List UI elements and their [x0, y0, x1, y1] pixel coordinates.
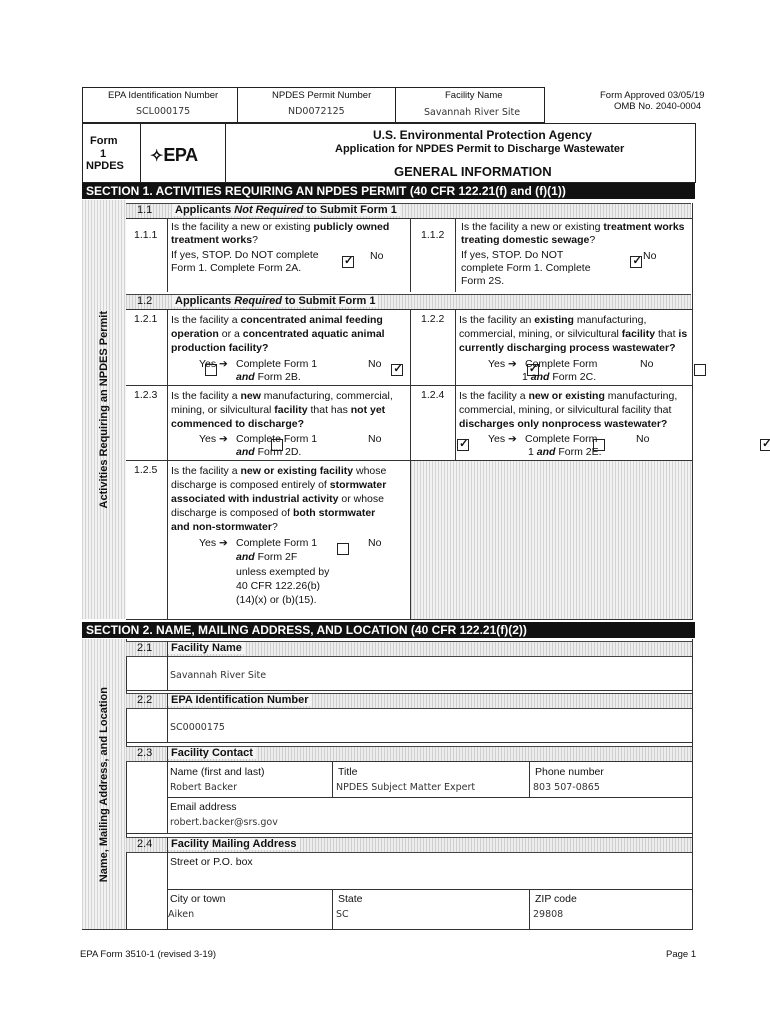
q125-complete: Complete Form 1: [236, 537, 318, 549]
q111-stop: If yes, STOP. Do NOT complete Form 1. Complete Form 2A.: [171, 249, 319, 274]
q121-no-checkbox[interactable]: [391, 364, 403, 376]
city-label: City or town: [170, 893, 226, 905]
q125-unless: unless exempted by 40 CFR 122.26(b)(14)(x) or (b)(15).: [236, 566, 330, 606]
q124-no-checkbox[interactable]: [760, 439, 770, 451]
q121-text: Is the facility a concentrated animal feeding operation or a concentrated aquatic animal production facility?: [171, 314, 385, 354]
facility-name-input[interactable]: Savannah River Site: [170, 670, 267, 681]
npdes-number-value[interactable]: ND0072125: [288, 106, 345, 117]
q122-and-form: 1 and Form 2C.: [522, 371, 597, 383]
q123-number: 1.2.3: [134, 389, 158, 401]
q123-no-checkbox[interactable]: [457, 439, 469, 451]
footer-page-number: Page 1: [666, 949, 697, 960]
section2-side-label: Name, Mailing Address, and Location: [98, 686, 110, 883]
q124-text: Is the facility a new or existing manufacturing, commercial, mining, or silvicultural facility that discharges only nonprocess wastewater?: [459, 390, 678, 430]
q122-yes-label: Yes ➔: [488, 358, 517, 370]
s22-title: EPA Identification Number: [168, 694, 312, 706]
s21-number: 2.1: [137, 642, 153, 654]
facility-name-value[interactable]: Savannah River Site: [424, 107, 521, 118]
general-information: GENERAL INFORMATION: [394, 164, 552, 179]
q122-no-checkbox[interactable]: [694, 364, 706, 376]
q121-no-label: No: [368, 358, 382, 370]
q112-no-label: No: [643, 250, 657, 262]
q112-number: 1.1.2: [421, 229, 445, 241]
q123-yes-label: Yes ➔: [199, 433, 228, 445]
q125-yes-checkbox[interactable]: [337, 543, 349, 555]
q121-complete: Complete Form 1: [236, 358, 318, 370]
q122-number: 1.2.2: [421, 313, 445, 325]
form-number: 1: [100, 148, 107, 160]
street-input[interactable]: [168, 870, 688, 888]
s23-number: 2.3: [137, 747, 153, 759]
q123-no-label: No: [368, 433, 382, 445]
q123-complete: Complete Form 1: [236, 433, 318, 445]
q122-text: Is the facility an existing manufacturing, commercial, mining, or silvicultural facility that is currently discharging process wastewater?: [459, 314, 688, 354]
form-npdes: NPDES: [86, 160, 124, 172]
contact-name-label: Name (first and last): [170, 766, 265, 778]
contact-phone-label: Phone number: [535, 766, 604, 778]
section1-side-label: Activities Requiring an NPDES Permit: [98, 310, 110, 509]
q121-and-form: and Form 2B.: [236, 371, 301, 383]
q125-shaded-area: [411, 461, 692, 619]
omb-number: OMB No. 2040-0004: [614, 101, 702, 112]
s24-number: 2.4: [137, 838, 153, 850]
agency-name: U.S. Environmental Protection Agency: [373, 128, 592, 142]
q123-text: Is the facility a new manufacturing, commercial, mining, or silvicultural facility that has not yet commenced to discharge?: [171, 390, 393, 430]
q112-text: Is the facility a new or existing treatment works treating domestic sewage?: [461, 221, 685, 246]
q123-and-form: and Form 2D.: [236, 446, 302, 458]
s12-number: 1.2: [137, 295, 153, 307]
q124-and-form: 1 and Form 2E.: [528, 446, 602, 458]
epa-id-value[interactable]: SCL000175: [136, 106, 191, 117]
q125-no-label: No: [368, 537, 382, 549]
q112-stop: If yes, STOP. Do NOT complete Form 1. Complete Form 2S.: [461, 249, 591, 287]
q125-yes-label: Yes ➔: [199, 537, 228, 549]
epa-logo-icon: ✧: [150, 148, 164, 165]
npdes-number-label: NPDES Permit Number: [272, 90, 372, 101]
q121-yes-label: Yes ➔: [199, 358, 228, 370]
q124-complete: Complete Form: [525, 433, 598, 445]
application-title: Application for NPDES Permit to Discharge Wastewater: [335, 143, 625, 155]
s11-number: 1.1: [137, 204, 153, 216]
facility-name-label: Facility Name: [445, 90, 503, 101]
q111-number: 1.1.1: [134, 229, 158, 241]
q124-yes-label: Yes ➔: [488, 433, 517, 445]
q124-number: 1.2.4: [421, 389, 445, 401]
q122-no-label: No: [640, 358, 654, 370]
s21-title: Facility Name: [168, 642, 245, 654]
q112-no-checkbox[interactable]: [630, 256, 642, 268]
contact-email-label: Email address: [170, 801, 237, 813]
s23-title: Facility Contact: [168, 747, 256, 759]
q125-and-form: and Form 2F: [236, 551, 298, 563]
q111-no-checkbox[interactable]: [342, 256, 354, 268]
s24-title: Facility Mailing Address: [168, 838, 300, 850]
epa-id-label: EPA Identification Number: [108, 90, 219, 101]
zip-label: ZIP code: [535, 893, 577, 905]
q121-number: 1.2.1: [134, 313, 158, 325]
zip-input[interactable]: 29808: [533, 909, 564, 920]
q122-complete: Complete Form: [525, 358, 598, 370]
epa-id-input[interactable]: SC0000175: [170, 722, 225, 733]
q125-number: 1.2.5: [134, 464, 158, 476]
s22-number: 2.2: [137, 694, 153, 706]
contact-email-input[interactable]: robert.backer@srs.gov: [170, 817, 278, 828]
form-approved: Form Approved 03/05/19: [600, 90, 705, 101]
section1-bar: SECTION 1. ACTIVITIES REQUIRING AN NPDES PERMIT (40 CFR 122.21(f) and (f)(1)): [82, 183, 695, 199]
city-input[interactable]: Aiken: [168, 909, 195, 920]
contact-phone-input[interactable]: 803 507-0865: [533, 782, 600, 793]
q111-text: Is the facility a new or existing publicly owned treatment works?: [171, 221, 390, 246]
state-input[interactable]: SC: [336, 909, 349, 920]
contact-title-input[interactable]: NPDES Subject Matter Expert: [336, 782, 476, 793]
contact-title-label: Title: [338, 766, 358, 778]
s12-title: Applicants Required to Submit Form 1: [172, 295, 378, 307]
q124-no-label: No: [636, 433, 650, 445]
form-word: Form: [90, 135, 118, 147]
epa-logo: ✧EPA: [150, 145, 198, 165]
contact-name-input[interactable]: Robert Backer: [170, 782, 237, 793]
q125-text: Is the facility a new or existing facility whose discharge is composed entirely of stormwater associated with industrial activity or whose discharge is composed of both stormwater and non-stormwater?: [171, 465, 387, 533]
s11-title: Applicants Not Required to Submit Form 1: [172, 204, 400, 216]
state-label: State: [338, 893, 363, 905]
footer-form-number: EPA Form 3510-1 (revised 3-19): [80, 949, 217, 960]
q111-no-label: No: [370, 250, 384, 262]
street-label: Street or P.O. box: [170, 856, 253, 868]
section2-bar: SECTION 2. NAME, MAILING ADDRESS, AND LOCATION (40 CFR 122.21(f)(2)): [82, 622, 695, 638]
